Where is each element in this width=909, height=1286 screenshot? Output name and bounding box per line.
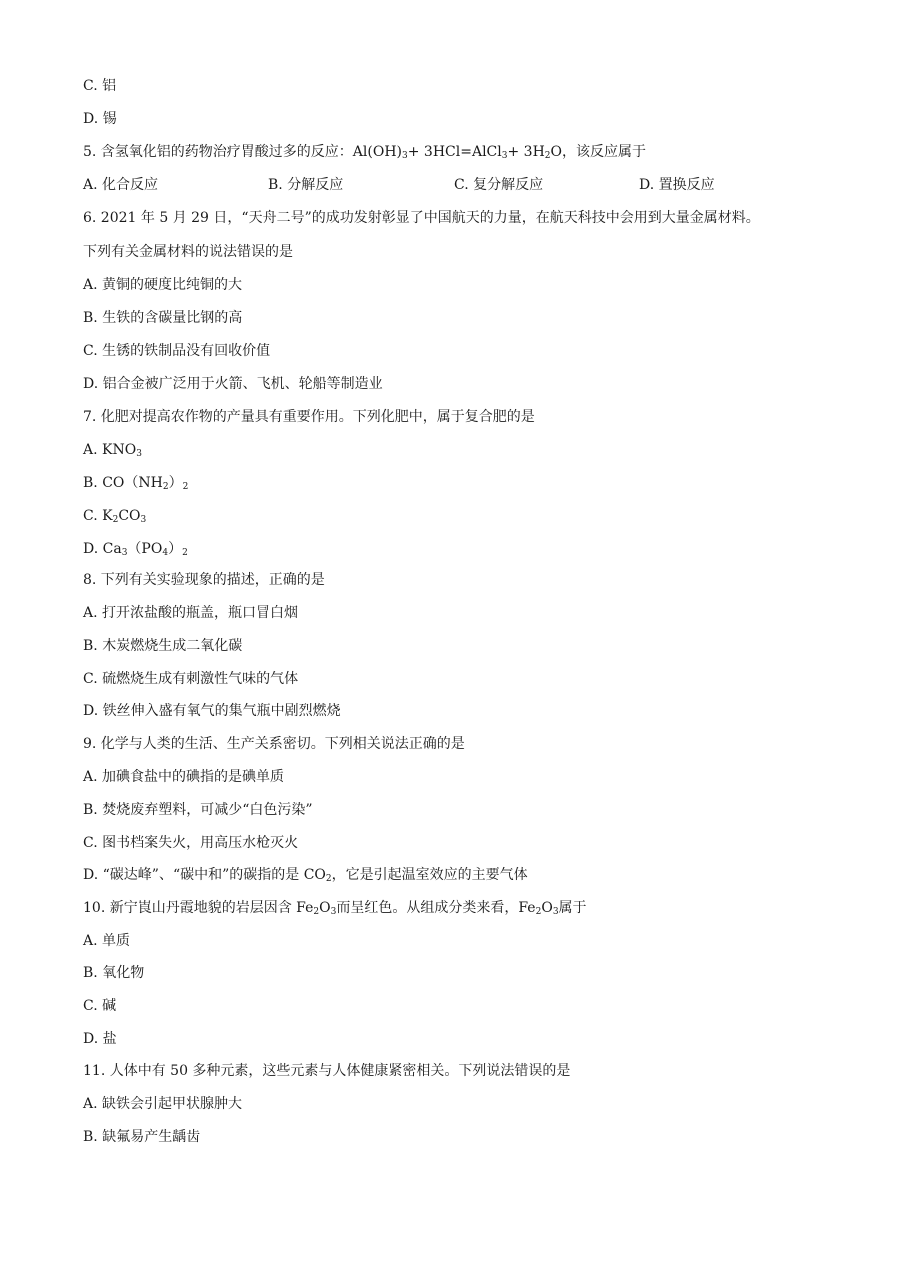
subscript: 4 <box>162 548 169 558</box>
stem-text: O <box>541 900 553 916</box>
q7-option-b <box>83 473 188 493</box>
stem-text: O，该反应属于 <box>550 144 646 160</box>
stem-text: 9. 化学与人类的生活、生产关系密切。下列相关说法正确的是 <box>83 736 465 752</box>
option-text: ） <box>168 541 183 557</box>
option-text: B. 缺氟易产生龋齿 <box>83 1129 201 1145</box>
subscript: 2 <box>313 907 320 917</box>
stem-text: 而呈红色。从组成分类来看，Fe <box>336 900 536 916</box>
q9-option-a <box>83 767 284 787</box>
option-text: C. 图书档案失火，用高压水枪灭火 <box>83 835 299 851</box>
option-text: （PO <box>127 541 163 557</box>
subscript: 2 <box>162 482 169 492</box>
q10-option-b <box>83 963 144 983</box>
option-text: A. 单质 <box>83 933 131 949</box>
option-text: A. 加碘食盐中的碘指的是碘单质 <box>83 769 285 785</box>
option-text: B. 氧化物 <box>83 965 145 981</box>
subscript: 3 <box>140 515 147 525</box>
stem-text: O <box>319 900 331 916</box>
q9-stem <box>83 734 465 754</box>
q5-option-d: D. 置换反应 <box>639 177 715 193</box>
q11-option-b <box>83 1127 200 1147</box>
stem-text: 下列有关金属材料的说法错误的是 <box>83 244 293 260</box>
q6-stem-line2 <box>83 242 293 262</box>
subscript: 3 <box>136 449 142 459</box>
q10-stem <box>83 898 587 918</box>
stem-text: 11. 人体中有 50 多种元素，这些元素与人体健康紧密相关。下列说法错误的是 <box>83 1063 571 1079</box>
q5-option-c: C. 复分解反应 <box>454 177 544 193</box>
q5-stem <box>83 142 646 162</box>
option-text: D. “碳达峰”、“碳中和”的碳指的是 CO <box>83 867 326 883</box>
q10-option-c <box>83 996 116 1016</box>
q6-option-c <box>83 341 270 361</box>
q6-option-d <box>83 374 383 394</box>
stem-text: 5. 含氢氧化铝的药物治疗胃酸过多的反应：Al(OH) <box>83 144 403 160</box>
subscript: 3 <box>121 548 128 558</box>
option-text: D. 铝合金被广泛用于火箭、飞机、轮船等制造业 <box>83 376 383 392</box>
q6-stem-line1 <box>83 208 760 228</box>
option-text: B. 焚烧废弃塑料，可减少“白色污染” <box>83 802 313 818</box>
subscript: 3 <box>552 907 559 917</box>
q10-option-d <box>83 1029 117 1049</box>
option-text: C. 铝 <box>83 78 117 94</box>
q9-option-b <box>83 800 313 820</box>
option-text: ，它是引起温室效应的主要气体 <box>331 867 528 883</box>
q8-option-d <box>83 701 341 721</box>
option-text: D. 铁丝伸入盛有氧气的集气瓶中剧烈燃烧 <box>83 703 341 719</box>
q11-option-a <box>83 1094 242 1114</box>
q9-option-c <box>83 833 298 853</box>
stem-text: 10. 新宁崀山丹霞地貌的岩层因含 Fe <box>83 900 314 916</box>
subscript: 2 <box>325 874 332 884</box>
option-text: C. K <box>83 508 113 524</box>
option-text: A. 黄铜的硬度比纯铜的大 <box>83 277 243 293</box>
q8-option-b <box>83 636 242 656</box>
option-text: A. 打开浓盐酸的瓶盖，瓶口冒白烟 <box>83 605 299 621</box>
subscript: 3 <box>501 151 508 161</box>
q4-option-c <box>83 76 116 96</box>
subscript: 3 <box>402 151 408 161</box>
option-text: D. 盐 <box>83 1031 117 1047</box>
subscript: 2 <box>182 482 189 492</box>
stem-text: 7. 化肥对提高农作物的产量具有重要作用。下列化肥中，属于复合肥的是 <box>83 409 535 425</box>
option-text: ） <box>168 475 183 491</box>
q5-option-b: B. 分解反应 <box>268 177 344 193</box>
q8-option-a <box>83 603 298 623</box>
option-text: A. KNO <box>83 442 137 458</box>
subscript: 2 <box>535 907 542 917</box>
stem-text: + 3HCl=AlCl <box>407 144 502 160</box>
option-text: B. 木炭燃烧生成二氧化碳 <box>83 638 243 654</box>
stem-text: 6. 2021 年 5 月 29 日，“天舟二号”的成功发射彰显了中国航天的力量，在航天科技中会用到大量金属材料。 <box>83 210 760 226</box>
q7-option-c <box>83 506 146 526</box>
subscript: 3 <box>330 907 337 917</box>
q7-stem <box>83 407 535 427</box>
stem-text: + 3H <box>507 144 545 160</box>
q11-stem <box>83 1061 570 1081</box>
option-text: CO <box>118 508 141 524</box>
stem-text: 属于 <box>558 900 587 916</box>
q6-option-b <box>83 308 242 328</box>
stem-text: 8. 下列有关实验现象的描述，正确的是 <box>83 572 325 588</box>
subscript: 2 <box>182 548 188 558</box>
q8-option-c <box>83 669 298 689</box>
option-text: C. 硫燃烧生成有刺激性气味的气体 <box>83 671 299 687</box>
option-text: D. Ca <box>83 541 122 557</box>
option-text: B. 生铁的含碳量比钢的高 <box>83 310 243 326</box>
subscript: 2 <box>112 515 119 525</box>
option-text: B. CO（NH <box>83 475 163 491</box>
subscript: 2 <box>544 151 551 161</box>
q4-option-d <box>83 109 117 129</box>
q7-option-d <box>83 539 188 559</box>
option-text: C. 生锈的铁制品没有回收价值 <box>83 343 271 359</box>
q10-option-a <box>83 931 130 951</box>
q7-option-a <box>83 440 142 460</box>
option-text: C. 碱 <box>83 998 117 1014</box>
q9-option-d <box>83 865 528 885</box>
q8-stem <box>83 570 325 590</box>
q6-option-a <box>83 275 242 295</box>
option-text: A. 缺铁会引起甲状腺肿大 <box>83 1096 243 1112</box>
q5-option-a: A. 化合反应 <box>83 177 159 193</box>
option-text: D. 锡 <box>83 111 117 127</box>
